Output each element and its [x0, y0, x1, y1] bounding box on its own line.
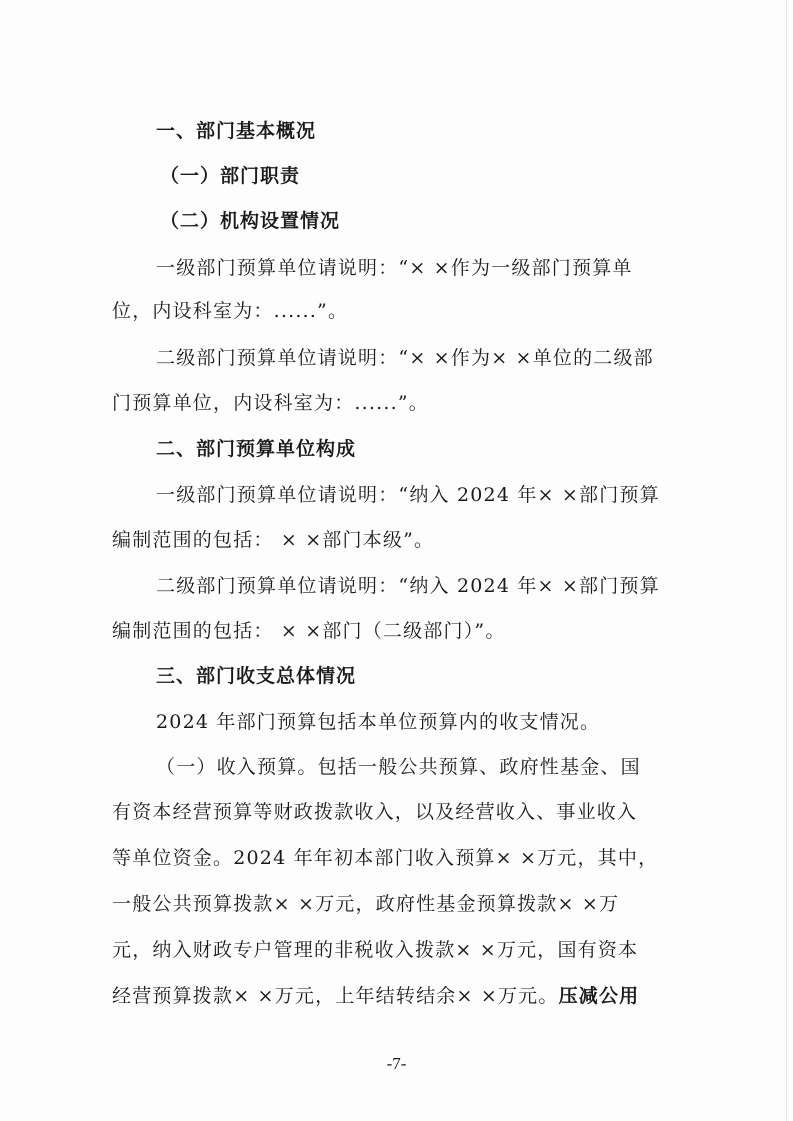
heading-section-1: 一、部门基本概况 [156, 120, 317, 142]
heading-subsection-responsibilities: （一）部门职责 [160, 165, 301, 187]
paragraph-2-line-2: 门预算单位，内设科室为：......”。 [112, 392, 429, 414]
page-number: -7- [386, 1054, 407, 1073]
paragraph-3-line-2: 编制范围的包括： × ×部门本级”。 [112, 529, 435, 551]
heading-section-3: 三、部门收支总体情况 [156, 665, 357, 687]
page-edge-divider [786, 0, 787, 1121]
paragraph-4-line-1: 二级部门预算单位请说明：“纳入 2024 年× ×部门预算 [156, 575, 660, 597]
paragraph-6-line-6-bold: 压减公用 [558, 985, 640, 1007]
paragraph-6-line-6-text: 经营预算拨款× ×万元，上年结转结余× ×万元。 [112, 985, 559, 1007]
paragraph-6-line-2: 有资本经营预算等财政拨款收入，以及经营收入、事业收入 [112, 801, 638, 823]
heading-subsection-organization: （二）机构设置情况 [160, 210, 341, 232]
paragraph-3-line-1: 一级部门预算单位请说明：“纳入 2024 年× ×部门预算 [156, 484, 660, 506]
paragraph-4-line-2: 编制范围的包括： × ×部门（二级部门）”。 [112, 620, 506, 642]
paragraph-6-line-3: 等单位资金。2024 年年初本部门收入预算× ×万元，其中， [112, 847, 659, 869]
paragraph-6-line-1: （一）收入预算。包括一般公共预算、政府性基金、国 [156, 756, 641, 778]
paragraph-1-line-2: 位，内设科室为：......”。 [112, 300, 349, 322]
paragraph-6-line-5: 元，纳入财政专户管理的非税收入拨款× ×万元，国有资本 [112, 939, 639, 961]
paragraph-2-line-1: 二级部门预算单位请说明：“× ×作为× ×单位的二级部 [156, 347, 654, 369]
paragraph-6-line-6 [112, 983, 639, 1009]
heading-section-2: 二、部门预算单位构成 [156, 438, 357, 460]
paragraph-5-line-1: 2024 年部门预算包括本单位预算内的收支情况。 [156, 711, 601, 733]
paragraph-6-line-4: 一般公共预算拨款× ×万元，政府性基金预算拨款× ×万 [112, 893, 620, 915]
paragraph-1-line-1: 一级部门预算单位请说明：“× ×作为一级部门预算单 [156, 257, 633, 279]
